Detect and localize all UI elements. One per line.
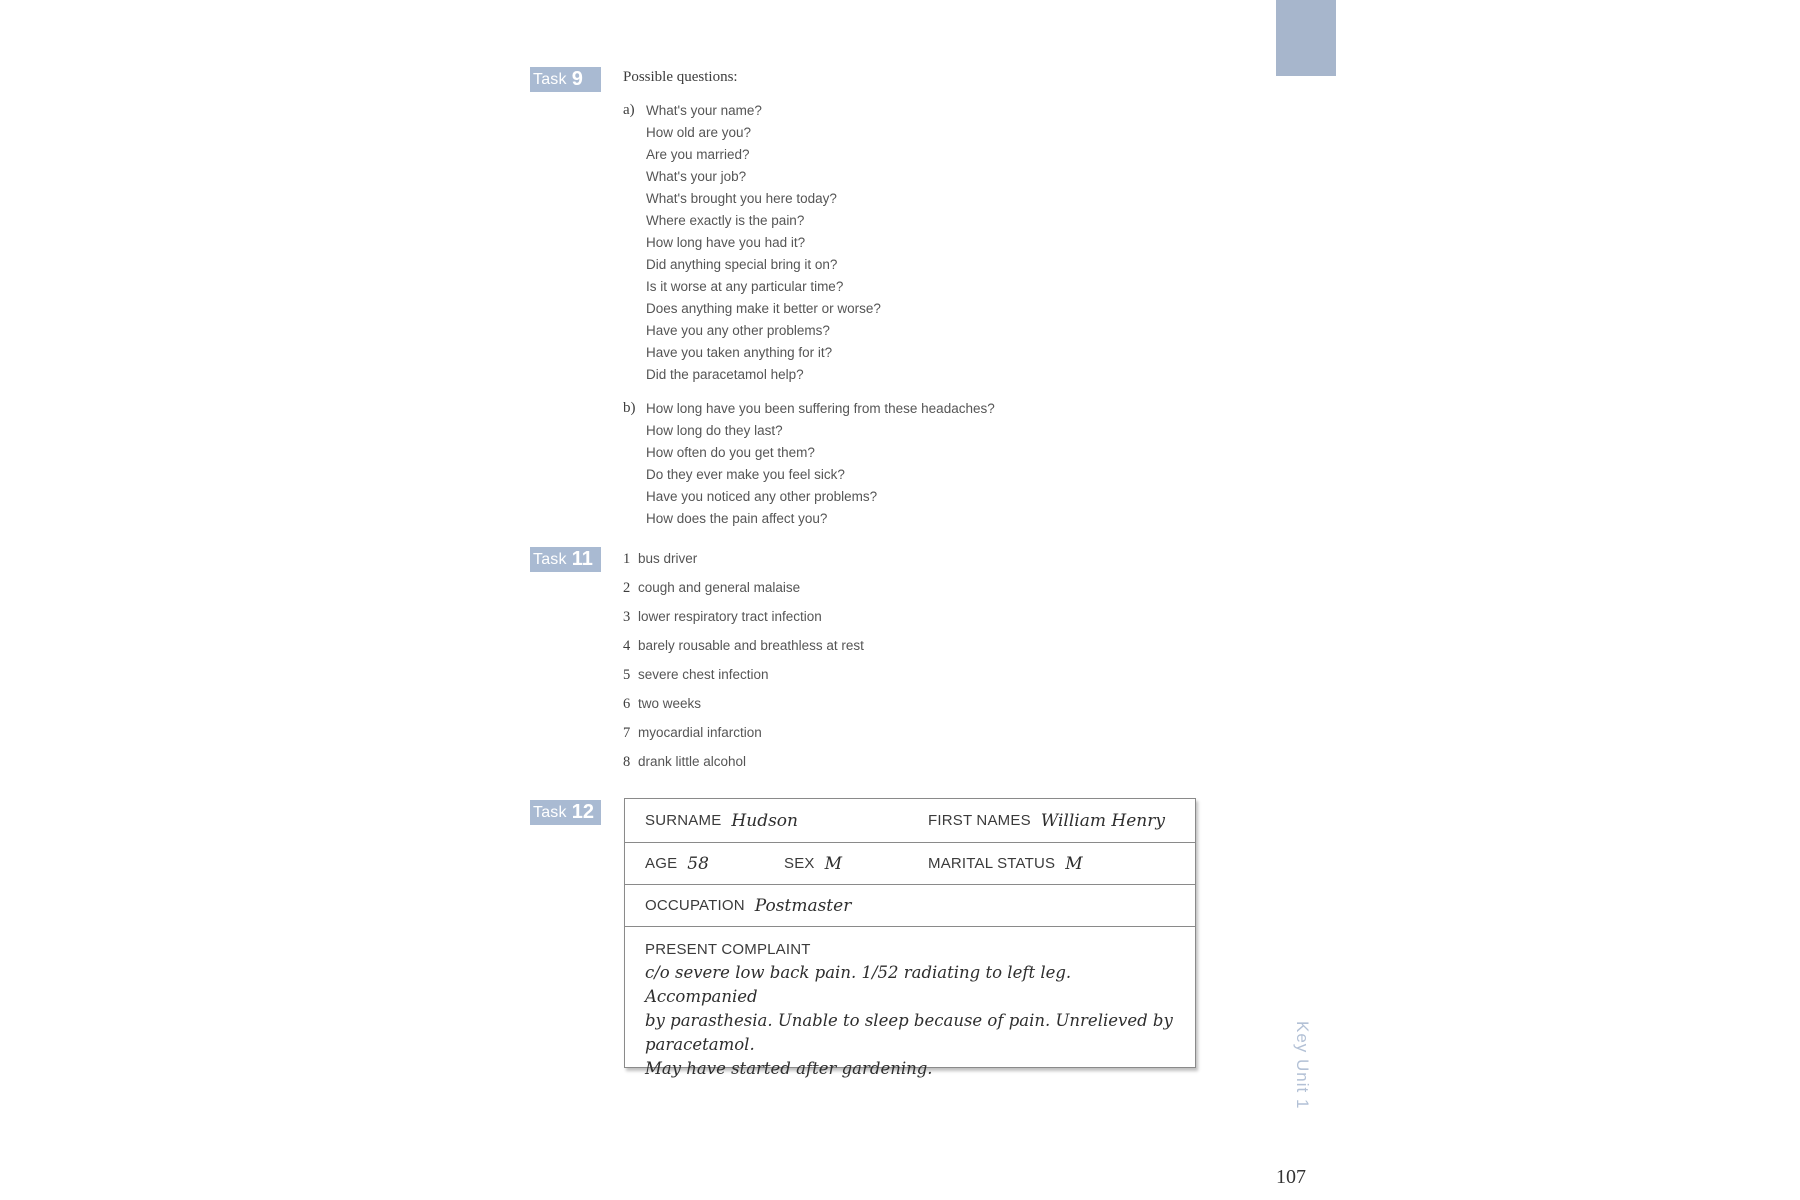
answer-text: two weeks xyxy=(638,696,702,711)
question-item: How long have you had it? xyxy=(646,235,806,250)
answer-text: barely rousable and breathless at rest xyxy=(638,638,864,653)
corner-color-tab xyxy=(1276,0,1336,76)
question-item: How old are you? xyxy=(646,125,752,140)
answer-number: 3 xyxy=(623,609,631,625)
occupation-value: Postmaster xyxy=(754,895,852,916)
marital-status-cell xyxy=(928,843,1083,884)
answer-text: lower respiratory tract infection xyxy=(638,609,822,624)
answer-number: 2 xyxy=(623,580,631,596)
question-item: Do they ever make you feel sick? xyxy=(646,467,845,482)
form-row-complaint xyxy=(625,927,1195,1078)
answer-item xyxy=(623,550,864,579)
question-list-a xyxy=(646,102,881,388)
task-11-badge-word: Task xyxy=(533,550,567,568)
question-item: How often do you get them? xyxy=(646,445,815,460)
task-12-badge-number: 12 xyxy=(571,801,594,823)
answer-item xyxy=(623,695,864,724)
age-value: 58 xyxy=(687,853,709,874)
complaint-line: by parasthesia. Unable to sleep because of pain. Unrelieved by xyxy=(645,1011,1173,1030)
form-row-demographics xyxy=(625,843,1195,885)
task-9-badge xyxy=(530,67,601,92)
question-item: Did the paracetamol help? xyxy=(646,367,804,382)
question-item: What's your job? xyxy=(646,169,747,184)
question-item: Are you married? xyxy=(646,147,750,162)
question-item: Does anything make it better or worse? xyxy=(646,301,881,316)
patient-record-form xyxy=(624,798,1196,1078)
task-11-badge xyxy=(530,547,601,572)
first-names-cell xyxy=(928,799,1165,842)
answer-text: drank little alcohol xyxy=(638,754,747,769)
complaint-line: May have started after gardening. xyxy=(645,1059,933,1078)
occupation-cell xyxy=(645,885,851,926)
answer-item xyxy=(623,666,864,695)
answer-number: 7 xyxy=(623,725,631,741)
marital-status-label: MARITAL STATUS xyxy=(928,855,1056,872)
present-complaint-label: PRESENT COMPLAINT xyxy=(645,941,811,958)
question-list-b xyxy=(646,400,995,532)
question-item: Where exactly is the pain? xyxy=(646,213,805,228)
page-number: 107 xyxy=(1276,1166,1306,1188)
question-item: How long do they last? xyxy=(646,423,783,438)
answer-item xyxy=(623,608,864,637)
task-12-badge xyxy=(530,800,601,825)
answer-text: severe chest infection xyxy=(638,667,769,682)
answer-number: 1 xyxy=(623,551,631,567)
marital-status-value: M xyxy=(1065,853,1083,874)
occupation-label: OCCUPATION xyxy=(645,897,745,914)
question-item: What's your name? xyxy=(646,103,762,118)
task-11-answer-list xyxy=(623,550,864,782)
answer-number: 5 xyxy=(623,667,631,683)
first-names-value: William Henry xyxy=(1040,810,1165,831)
sex-cell xyxy=(784,843,842,884)
task-9-intro: Possible questions: xyxy=(623,69,738,85)
surname-label: SURNAME xyxy=(645,812,722,829)
question-item: Have you noticed any other problems? xyxy=(646,489,878,504)
answer-item xyxy=(623,724,864,753)
form-row-occupation xyxy=(625,885,1195,927)
surname-value: Hudson xyxy=(731,810,798,831)
answer-number: 6 xyxy=(623,696,631,712)
question-item: How does the pain affect you? xyxy=(646,511,828,526)
side-unit-label: Key Unit 1 xyxy=(1293,1021,1312,1110)
question-group-a-marker: a) xyxy=(623,102,635,118)
present-complaint-text xyxy=(645,961,1175,1081)
question-item: Did anything special bring it on? xyxy=(646,257,838,272)
question-item: Have you taken anything for it? xyxy=(646,345,833,360)
task-9-badge-number: 9 xyxy=(571,68,583,90)
question-item: Is it worse at any particular time? xyxy=(646,279,844,294)
sex-label: SEX xyxy=(784,855,815,872)
sex-value: M xyxy=(824,853,843,874)
answer-number: 8 xyxy=(623,754,631,770)
form-row-names xyxy=(625,799,1195,843)
answer-text: cough and general malaise xyxy=(638,580,801,595)
complaint-line: paracetamol. xyxy=(645,1035,755,1054)
question-item: How long have you been suffering from these headaches? xyxy=(646,401,995,416)
age-label: AGE xyxy=(645,855,678,872)
task-12-badge-word: Task xyxy=(533,803,567,821)
answer-item xyxy=(623,637,864,666)
question-item: What's brought you here today? xyxy=(646,191,837,206)
surname-cell xyxy=(645,799,798,842)
task-11-badge-number: 11 xyxy=(571,548,593,570)
first-names-label: FIRST NAMES xyxy=(928,812,1031,829)
answer-text: bus driver xyxy=(638,551,698,566)
complaint-line: c/o severe low back pain. 1/52 radiating to left leg. Accompanied xyxy=(645,963,1072,1006)
task-9-badge-word: Task xyxy=(533,70,567,88)
question-item: Have you any other problems? xyxy=(646,323,830,338)
question-group-b-marker: b) xyxy=(623,400,636,416)
answer-text: myocardial infarction xyxy=(638,725,762,740)
answer-item xyxy=(623,579,864,608)
answer-number: 4 xyxy=(623,638,631,654)
answer-item xyxy=(623,753,864,782)
age-cell xyxy=(645,843,709,884)
